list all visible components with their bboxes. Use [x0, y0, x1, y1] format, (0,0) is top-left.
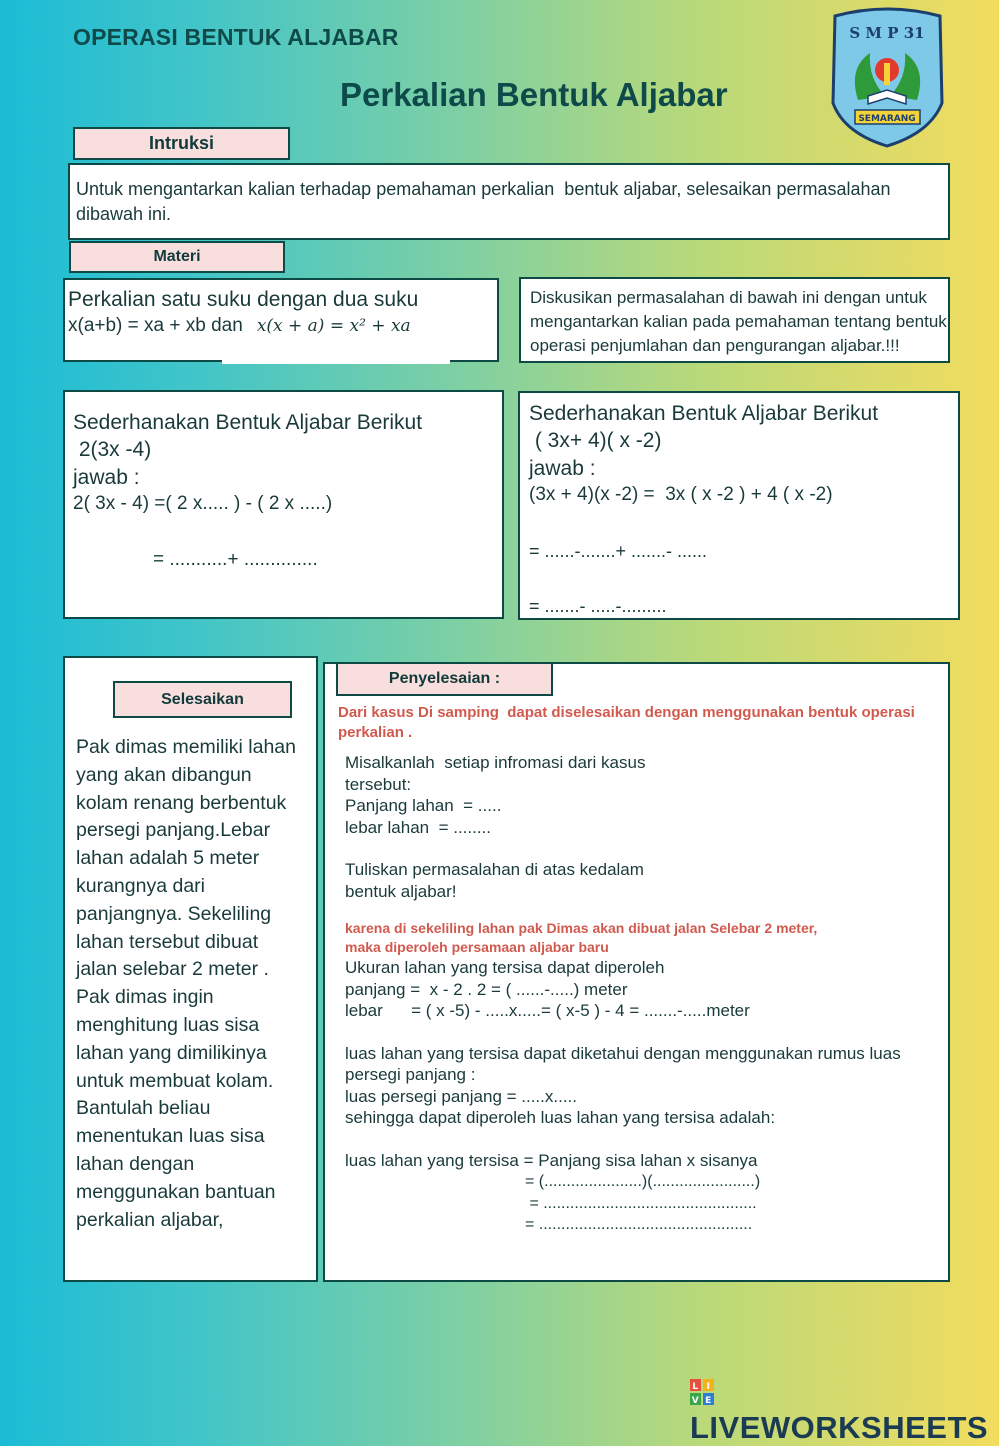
story-line: lahan dengan — [76, 1152, 195, 1175]
soal1-step2[interactable]: = ...........+ .............. — [153, 549, 318, 570]
story-line: menghitung luas sisa — [76, 1013, 260, 1036]
penyelesaian-box — [323, 662, 950, 1282]
materi-line2 — [68, 315, 411, 338]
materi-box — [63, 278, 499, 362]
materi-rule: x(a+b) = xa + xb dan — [68, 315, 243, 336]
story-line: Bantulah beliau — [76, 1097, 211, 1120]
soal1-box — [63, 390, 504, 619]
story-line: lahan tersebut dibuat — [76, 930, 259, 953]
soal1-title: Sederhanakan Bentuk Aljabar Berikut — [73, 411, 423, 434]
soal2-title: Sederhanakan Bentuk Aljabar Berikut — [529, 402, 879, 425]
story-line: yang akan dibangun — [76, 763, 252, 786]
pen-line: Misalkanlah setiap infromasi dari kasus — [345, 753, 646, 772]
pen-line[interactable]: = ................................................ — [525, 1216, 753, 1233]
story-line: menggunakan bantuan — [76, 1180, 276, 1203]
story-line: kurangnya dari — [76, 874, 205, 897]
story-line: persegi panjang.Lebar — [76, 819, 271, 842]
pen-line: sehingga dapat diperoleh luas lahan yang tersisa adalah: — [345, 1108, 776, 1127]
pen-line: Ukuran lahan yang tersisa dapat diperoleh — [345, 958, 665, 977]
logo-top-text: S M P 31 — [849, 24, 925, 42]
pen-line[interactable]: lebar lahan = ........ — [345, 818, 492, 837]
soal2-box — [518, 391, 960, 620]
school-logo — [830, 8, 945, 148]
intruksi-label: Intruksi — [73, 127, 290, 160]
soal2-expr: ( 3x+ 4)( x -2) — [529, 429, 662, 452]
soal2-step2[interactable]: = ......-.......+ .......- ...... — [529, 541, 708, 561]
pen-line: persegi panjang : — [345, 1065, 476, 1084]
selesaikan-box — [63, 656, 318, 1282]
materi-line1: Perkalian satu suku dengan dua suku — [68, 288, 419, 311]
logo-letter-i: I — [706, 1382, 711, 1392]
pen-line[interactable]: luas persegi panjang = .....x..... — [345, 1087, 577, 1106]
penyelesaian-intro-2: perkalian . — [338, 724, 413, 741]
liveworksheets-logo-icon — [690, 1379, 714, 1405]
materi-label: Materi — [69, 241, 285, 273]
pen-line[interactable]: panjang = x - 2 . 2 = ( ......-.....) meter — [345, 980, 628, 999]
diskusi-line1: Diskusikan permasalahan di bawah ini dengan untuk — [530, 288, 927, 307]
soal1-expr: 2(3x -4) — [73, 438, 152, 461]
selesaikan-label: Selesaikan — [113, 681, 292, 718]
soal1-jawab: jawab : — [73, 466, 140, 489]
pen-line: Tuliskan permasalahan di atas kedalam — [345, 860, 644, 879]
penyelesaian-note-1: karena di sekeliling lahan pak Dimas akan dibuat jalan Selebar 2 meter, — [345, 920, 818, 936]
soal1-step1[interactable]: 2( 3x - 4) =( 2 x..... ) - ( 2 x .....) — [73, 493, 333, 514]
story-line: lahan adalah 5 meter — [76, 847, 260, 870]
pen-line: luas lahan yang tersisa = Panjang sisa lahan x sisanya — [345, 1151, 758, 1170]
intruksi-text-line1: Untuk mengantarkan kalian terhadap pemahaman perkalian bentuk aljabar, selesaikan permasalahan — [76, 179, 891, 199]
penyelesaian-note-2: maka diperoleh persamaan aljabar baru — [345, 939, 609, 955]
penyelesaian-intro-1: Dari kasus Di samping dapat diselesaikan dengan menggunakan bentuk operasi — [338, 704, 915, 721]
intruksi-text-line2: dibawah ini. — [76, 204, 172, 224]
diskusi-box — [519, 277, 950, 363]
story-line: Pak dimas ingin — [76, 986, 214, 1009]
materi-gap-cover — [222, 358, 450, 364]
soal2-step3[interactable]: = .......- .....-......... — [529, 596, 667, 616]
intruksi-box — [68, 163, 950, 240]
diskusi-line3: operasi penjumlahan dan pengurangan aljabar.!!! — [530, 336, 900, 355]
story-text — [76, 734, 296, 1234]
pen-line[interactable]: Panjang lahan = ..... — [345, 796, 502, 815]
topic-heading: OPERASI BENTUK ALJABAR — [73, 24, 399, 50]
logo-bottom-text: SEMARANG — [858, 114, 916, 124]
story-line: lahan yang dimilikinya — [76, 1041, 267, 1064]
story-line: menentukan luas sisa — [76, 1125, 265, 1148]
penyelesaian-label: Penyelesaian : — [336, 662, 553, 696]
logo-letter-v: V — [691, 1396, 700, 1406]
story-line: panjangnya. Sekeliling — [76, 902, 272, 925]
logo-letter-e: E — [705, 1396, 712, 1406]
pen-line[interactable]: = ................................................ — [525, 1195, 757, 1212]
materi-formula: x(x + a) = x² + xa — [256, 316, 411, 336]
logo-letter-l: L — [692, 1382, 699, 1392]
story-line: kolam renang berbentuk — [76, 791, 287, 814]
story-line: Pak dimas memiliki lahan — [76, 736, 296, 758]
pen-line: bentuk aljabar! — [345, 882, 457, 901]
liveworksheets-brand[interactable] — [690, 1374, 999, 1446]
pen-line[interactable]: lebar = ( x -5) - .....x.....= ( x-5 ) - 4 = .......-.....meter — [345, 1001, 750, 1020]
page-title: Perkalian Bentuk Aljabar — [340, 76, 728, 113]
pen-line: tersebut: — [345, 775, 412, 794]
story-line: jalan selebar 2 meter . — [76, 958, 269, 981]
diskusi-line2: mengantarkan kalian pada pemahaman tentang bentuk — [530, 312, 947, 331]
story-line: perkalian aljabar, — [76, 1208, 224, 1231]
soal2-step1[interactable]: (3x + 4)(x -2) = 3x ( x -2 ) + 4 ( x -2) — [529, 484, 833, 505]
pen-line[interactable]: = (......................)(.......................) — [525, 1173, 761, 1190]
liveworksheets-wordmark: LIVEWORKSHEETS — [690, 1410, 989, 1445]
story-line: untuk membuat kolam. — [76, 1069, 274, 1092]
soal2-jawab: jawab : — [529, 457, 596, 480]
pen-line: luas lahan yang tersisa dapat diketahui dengan menggunakan rumus luas — [345, 1044, 901, 1063]
